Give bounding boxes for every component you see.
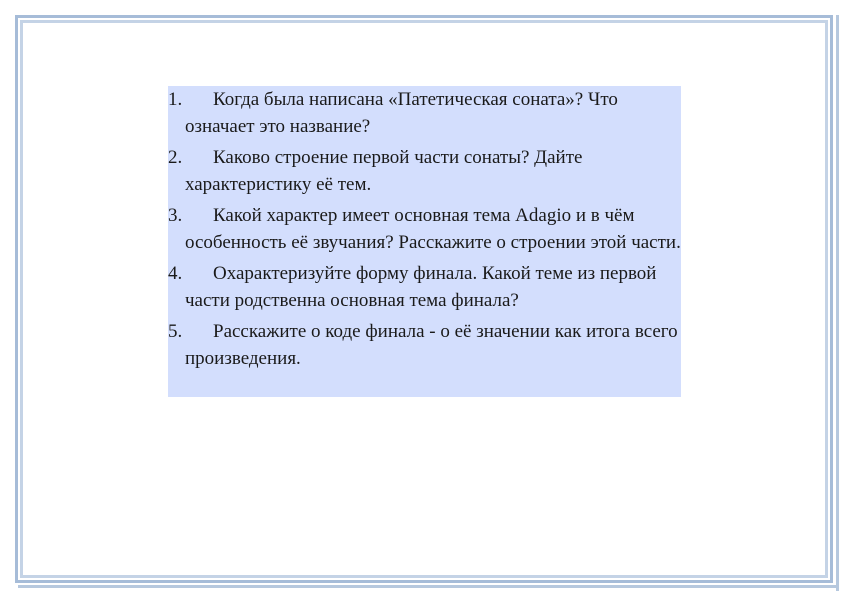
question-number: 1. bbox=[168, 89, 183, 110]
question-number: 2. bbox=[168, 147, 183, 168]
questions-list bbox=[168, 86, 681, 372]
question-number: 5. bbox=[168, 321, 183, 342]
question-item bbox=[168, 260, 681, 314]
question-number: 3. bbox=[168, 205, 183, 226]
question-item bbox=[168, 144, 681, 198]
question-text: Расскажите о коде финала - о её значении как итога всего произведения. bbox=[185, 321, 678, 369]
question-text: Охарактеризуйте форму финала. Какой теме из первой части родственна основная тема финала? bbox=[185, 263, 657, 311]
question-item bbox=[168, 318, 681, 372]
question-text: Каково строение первой части сонаты? Дайте характеристику её тем. bbox=[185, 147, 583, 195]
questions-box bbox=[168, 86, 681, 397]
question-text: Когда была написана «Патетическая соната»? Что означает это название? bbox=[185, 89, 618, 137]
question-item bbox=[168, 202, 681, 256]
frame-shadow bbox=[18, 585, 836, 588]
question-number: 4. bbox=[168, 263, 183, 284]
question-text: Какой характер имеет основная тема Adagio и в чём особенность её звучания? Расскажите о строении этой части. bbox=[185, 205, 681, 253]
question-item bbox=[168, 86, 681, 140]
